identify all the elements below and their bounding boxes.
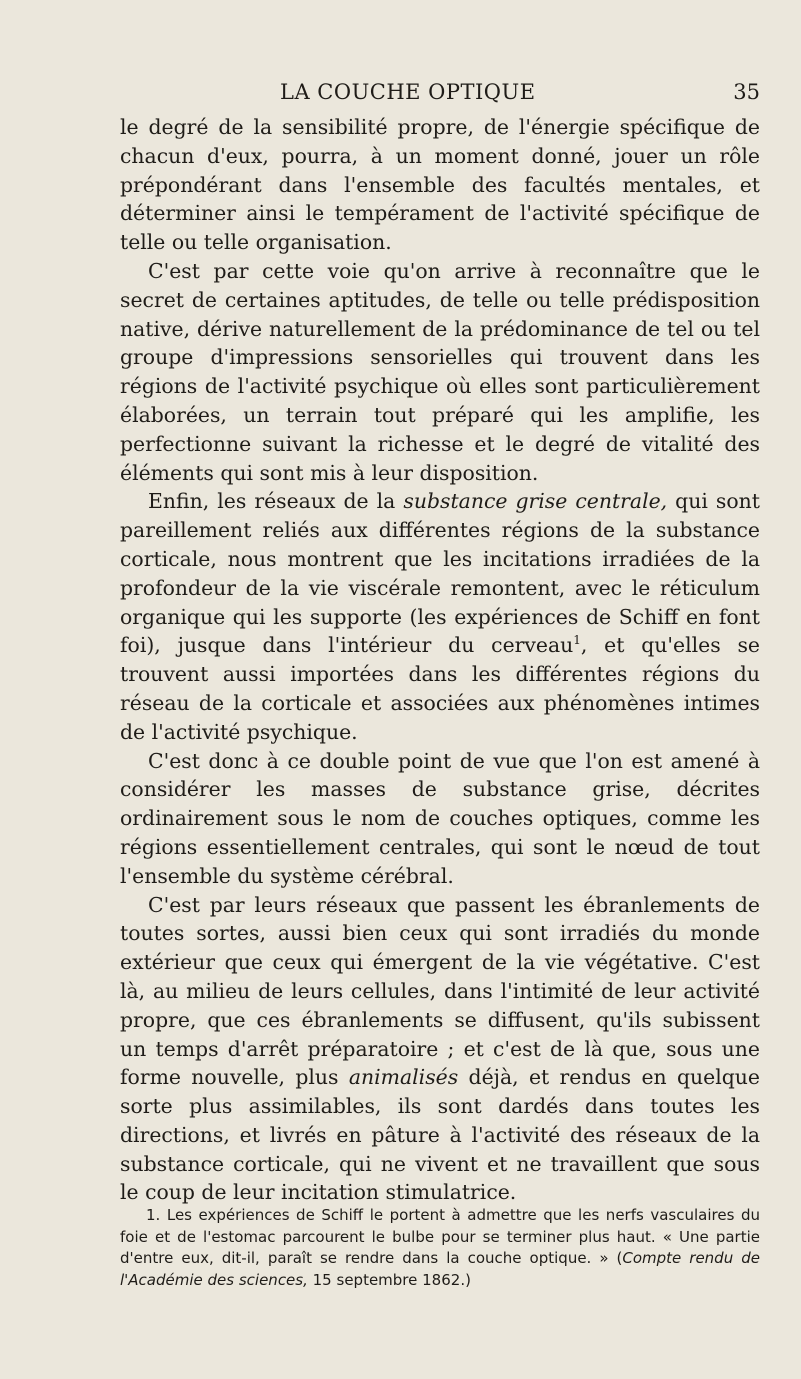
paragraph-2: [120, 257, 760, 487]
paragraph-4-text: C'est donc à ce double point de vue que l'on est amené à considérer les masses de substance grise, décrites ordinairement sous le nom de couches optiques, comme les régions essentiellement centrales, qui sont le nœud de tout l'ensemble du système cérébral.: [120, 748, 760, 888]
running-head: [120, 80, 760, 110]
running-title: LA COUCHE OPTIQUE: [280, 80, 536, 104]
paragraph-1-text: le degré de la sensibilité propre, de l'énergie spécifique de chacun d'eux, pourra, à un moment donné, jouer un rôle prépondérant dans l'ensemble des facultés mentales, et déterminer ainsi le tempérament de l'activité spécifique de telle ou telle organisation.: [120, 115, 760, 255]
footnote-1-text-end: 15 septembre 1862.): [307, 1270, 471, 1289]
paragraph-3-emphasis: substance grise centrale,: [403, 489, 668, 514]
paragraph-5-text-end: déjà, et rendus en quelque sorte plus assimilables, ils sont dardés dans toutes les directions, et livrés en pâture à l'activité des réseaux de la substance corticale, qui ne vivent et ne travaillent que sous le coup de leur incitation stimulatrice.: [120, 1065, 761, 1205]
paragraph-3-text-end: , et qu'elles se trouvent aussi importées dans les différentes régions du réseau de la corticale et associées aux phénomènes intimes de l'activité psychique.: [120, 633, 760, 744]
paragraph-4: [120, 747, 760, 891]
paragraph-3-text-start: Enfin, les réseaux de la: [148, 489, 404, 514]
footnote-1: [120, 1205, 760, 1291]
footnote-marker: 1: [573, 633, 581, 648]
paragraph-3-text-mid: qui sont pareillement reliés aux différentes régions de la substance corticale, nous montrent que les incitations irradiées de la profondeur de la vie viscérale remontent, avec le réticulum organique qui les supporte (les expériences de Schiff en font foi), jusque dans l'intérieur du cerveau: [120, 489, 760, 658]
paragraph-5: [120, 891, 760, 1208]
footnote-1-emphasis: Compte rendu de l'Académie des sciences,: [120, 1249, 760, 1289]
page-number: 35: [733, 80, 760, 104]
paragraph-5-text-start: C'est par leurs réseaux que passent les ébranlements de toutes sortes, aussi bien ceux qui sont irradiés du monde extérieur que ceux qui émergent de la vie végétative. C'est là, au milieu de leurs cellules, dans l'intimité de leur activité propre, que ces ébranlements se diffusent, qu'ils subissent un temps d'arrêt préparatoire ; et c'est de là que, sous une forme nouvelle, plus: [120, 892, 760, 1090]
footnotes: [120, 1205, 760, 1291]
footnote-1-text-start: 1. Les expériences de Schiff le portent à admettre que les nerfs vasculaires du foie et de l'estomac parcourent le bulbe pour se terminer plus haut. « Une partie d'entre eux, dit-il, paraît se rendre dans la couche optique. » (: [120, 1206, 760, 1267]
body-text: [120, 113, 760, 1207]
paragraph-1: [120, 113, 760, 257]
paragraph-3: [120, 487, 760, 746]
paragraph-5-emphasis: animalisés: [348, 1065, 459, 1090]
paragraph-2-text: C'est par cette voie qu'on arrive à reconnaître que le secret de certaines aptitudes, de telle ou telle prédisposition native, dérive naturellement de la prédominance de tel ou tel groupe d'impressions sensorielles qui trouvent dans les régions de l'activité psychique où elles sont particulièrement élaborées, un terrain tout préparé qui les amplifie, les perfectionne suivant la richesse et le degré de vitalité des éléments qui sont mis à leur disposition.: [120, 258, 760, 485]
